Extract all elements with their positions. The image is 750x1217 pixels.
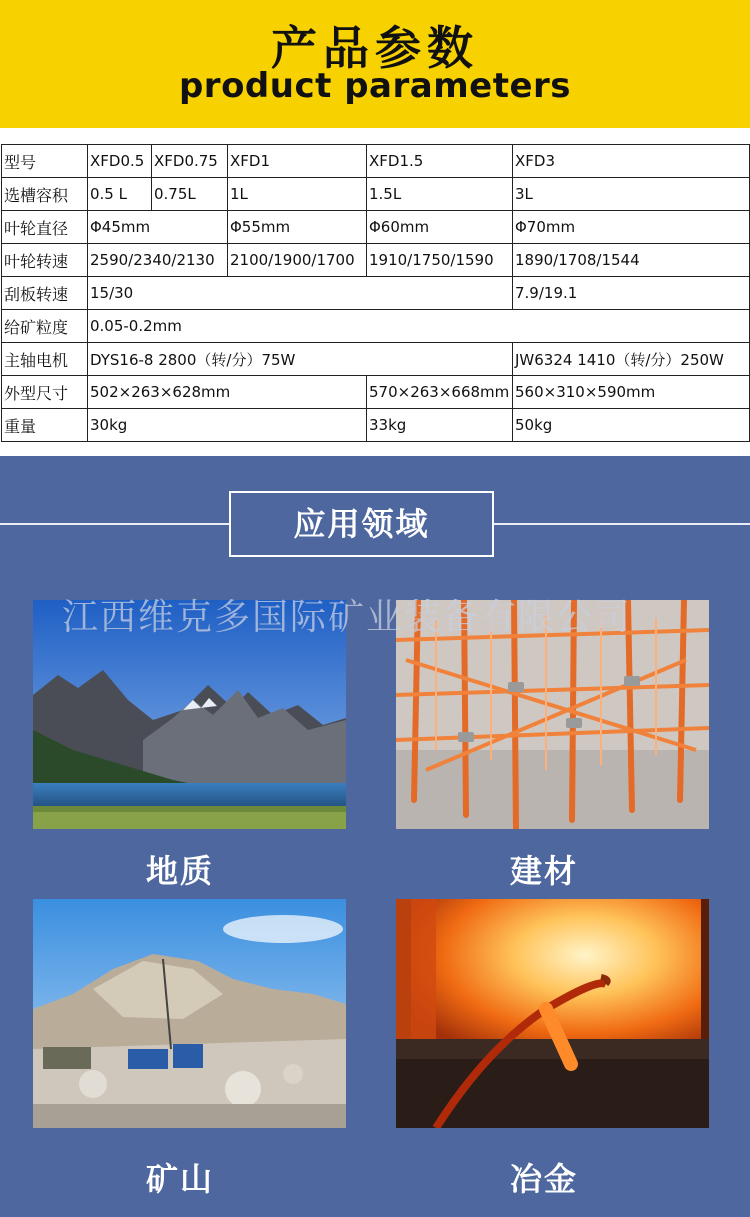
table-cell: 30kg	[88, 409, 367, 442]
divider-line-left	[0, 523, 229, 525]
parameters-table-container	[0, 144, 750, 444]
caption-mining: 矿山	[145, 1160, 214, 1198]
table-cell: 3L	[513, 178, 750, 211]
table-cell: Φ60mm	[367, 211, 513, 244]
table-cell: 1890/1708/1544	[513, 244, 750, 277]
table-cell: 2100/1900/1700	[228, 244, 367, 277]
row-label: 重量	[2, 409, 88, 442]
header-title-cn: 产品参数	[271, 21, 479, 75]
table-cell: XFD1	[228, 145, 367, 178]
row-label: 外型尺寸	[2, 376, 88, 409]
table-cell: 560×310×590mm	[513, 376, 750, 409]
quarry-photo	[33, 899, 346, 1128]
table-cell: 502×263×628mm	[88, 376, 367, 409]
table-row	[2, 145, 750, 178]
table-cell: XFD3	[513, 145, 750, 178]
table-cell: 0.05-0.2mm	[88, 310, 750, 343]
table-cell: JW6324 1410（转/分）250W	[513, 343, 750, 376]
table-cell: Φ45mm	[88, 211, 228, 244]
table-cell: 1L	[228, 178, 367, 211]
applications-title: 应用领域	[229, 491, 494, 557]
table-row	[2, 178, 750, 211]
header-title-en: product parameters	[178, 66, 572, 106]
table-row	[2, 343, 750, 376]
table-cell: 1.5L	[367, 178, 513, 211]
table-row	[2, 376, 750, 409]
row-label: 叶轮转速	[2, 244, 88, 277]
table-cell: DYS16-8 2800（转/分）75W	[88, 343, 513, 376]
header-banner	[0, 0, 750, 128]
table-cell: 0.5 L	[88, 178, 152, 211]
row-label: 型号	[2, 145, 88, 178]
table-cell: 33kg	[367, 409, 513, 442]
parameters-table	[1, 144, 750, 442]
table-cell: XFD1.5	[367, 145, 513, 178]
table-cell: 50kg	[513, 409, 750, 442]
caption-building-materials: 建材	[509, 852, 578, 890]
row-label: 选槽容积	[2, 178, 88, 211]
caption-geology: 地质	[145, 852, 214, 890]
table-row	[2, 409, 750, 442]
table-cell: 2590/2340/2130	[88, 244, 228, 277]
table-cell: Φ70mm	[513, 211, 750, 244]
table-row	[2, 211, 750, 244]
table-cell: XFD0.75	[152, 145, 228, 178]
molten-metal-photo	[396, 899, 709, 1128]
table-cell: Φ55mm	[228, 211, 367, 244]
table-cell: 1910/1750/1590	[367, 244, 513, 277]
table-cell: 0.75L	[152, 178, 228, 211]
row-label: 刮板转速	[2, 277, 88, 310]
table-cell: XFD0.5	[88, 145, 152, 178]
table-row	[2, 310, 750, 343]
table-cell: 15/30	[88, 277, 513, 310]
company-watermark: 江西维克多国际矿业装备有限公司	[62, 597, 633, 638]
divider-line-right	[494, 523, 750, 525]
row-label: 给矿粒度	[2, 310, 88, 343]
caption-metallurgy: 冶金	[509, 1160, 578, 1198]
applications-section	[0, 456, 750, 1217]
row-label: 叶轮直径	[2, 211, 88, 244]
table-cell: 7.9/19.1	[513, 277, 750, 310]
row-label: 主轴电机	[2, 343, 88, 376]
table-row	[2, 244, 750, 277]
table-cell: 570×263×668mm	[367, 376, 513, 409]
table-row	[2, 277, 750, 310]
